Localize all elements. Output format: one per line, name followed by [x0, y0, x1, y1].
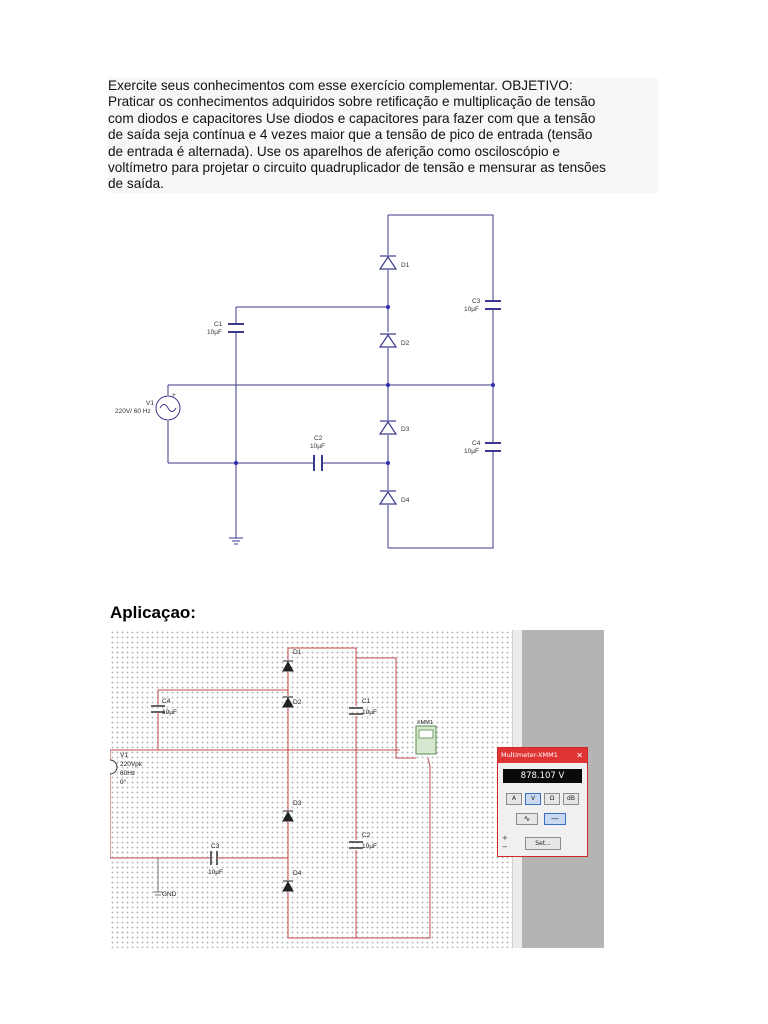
c1-value: 10µF	[207, 329, 222, 336]
sim-c4-value: 10µF	[162, 709, 177, 716]
close-icon[interactable]: ✕	[576, 751, 583, 760]
exercise-line: Exercite seus conhecimentos com esse exercício complementar. OBJETIVO:	[108, 78, 573, 93]
set-button[interactable]: Set...	[525, 837, 561, 850]
d3-label: D3	[401, 426, 410, 433]
exercise-line: de saída seja contínua e 4 vezes maior que a tensão de pico de entrada (tensão	[108, 127, 593, 143]
v1-plus: +	[172, 392, 176, 399]
c1-label: C1	[214, 321, 223, 328]
sim-gnd-label: GND	[162, 891, 177, 898]
ammeter-mode-button[interactable]: A	[506, 793, 522, 805]
c2-value: 10µF	[310, 443, 325, 450]
dc-line-icon[interactable]: —	[544, 813, 566, 825]
mode-buttons	[506, 793, 587, 805]
multimeter-title: Multimeter-XMM1	[501, 751, 558, 759]
multimeter-window[interactable]	[497, 747, 588, 857]
negative-terminal: −	[502, 843, 508, 851]
c4-label: C4	[472, 440, 481, 447]
sim-c3-label: C3	[211, 843, 220, 850]
sim-c1-value: 10µF	[362, 709, 377, 716]
ac-wave-icon[interactable]: ∿	[516, 813, 538, 825]
quadrupler-schematic	[108, 205, 508, 555]
exercise-line: voltímetro para projetar o circuito quadruplicador de tensão e mensurar as tensões	[108, 160, 606, 176]
sim-c4-label: C4	[162, 698, 171, 705]
sim-c2-value: 10µF	[362, 843, 377, 850]
ohmmeter-mode-button[interactable]: Ω	[544, 793, 560, 805]
d4-label: D4	[401, 497, 410, 504]
v1-value: 220V/ 60 Hz	[115, 408, 151, 415]
exercise-line: Praticar os conhecimentos adquiridos sobre retificação e multiplicação de tensão	[108, 94, 596, 110]
exercise-line: de entrada é alternada). Use os aparelhos de aferição como osciloscópio e	[108, 143, 560, 159]
sim-c2-label: C2	[362, 832, 371, 839]
application-heading: Aplicaçao:	[110, 603, 196, 622]
exercise-text	[108, 78, 658, 193]
c2-label: C2	[314, 435, 323, 442]
c3-value: 10µF	[464, 306, 479, 313]
sim-d3-label: D3	[293, 800, 302, 807]
sim-xmm-label: XMM1	[417, 720, 433, 726]
signal-buttons	[516, 813, 587, 825]
sim-v1-label: V1	[120, 752, 128, 759]
multimeter-display: 878.107 V	[503, 769, 582, 783]
simulated-circuit	[110, 630, 512, 948]
sim-c1-label: C1	[362, 698, 371, 705]
sim-v1-amplitude: 220Vpk	[120, 761, 143, 768]
decibel-mode-button[interactable]: dB	[563, 793, 579, 805]
voltmeter-mode-button[interactable]: V	[525, 793, 541, 805]
sim-d4-label: D4	[293, 870, 302, 877]
sim-v1-phase: 0°	[120, 779, 127, 786]
v1-label: V1	[146, 400, 154, 407]
sim-v1-frequency: 60Hz	[120, 770, 136, 777]
sim-d2-label: D2	[293, 699, 302, 706]
c3-label: C3	[472, 298, 481, 305]
exercise-line: de saída.	[108, 176, 164, 192]
positive-terminal: +	[502, 834, 508, 842]
simulation-screenshot	[110, 630, 604, 948]
exercise-line: com diodos e capacitores Use diodos e capacitores para fazer com que a tensão	[108, 110, 596, 126]
c4-value: 10µF	[464, 448, 479, 455]
sim-d1-label: D1	[293, 649, 302, 656]
sim-c3-value: 10µF	[208, 869, 223, 876]
d2-label: D2	[401, 340, 410, 347]
multimeter-titlebar[interactable]	[498, 748, 587, 763]
d1-label: D1	[401, 262, 410, 269]
